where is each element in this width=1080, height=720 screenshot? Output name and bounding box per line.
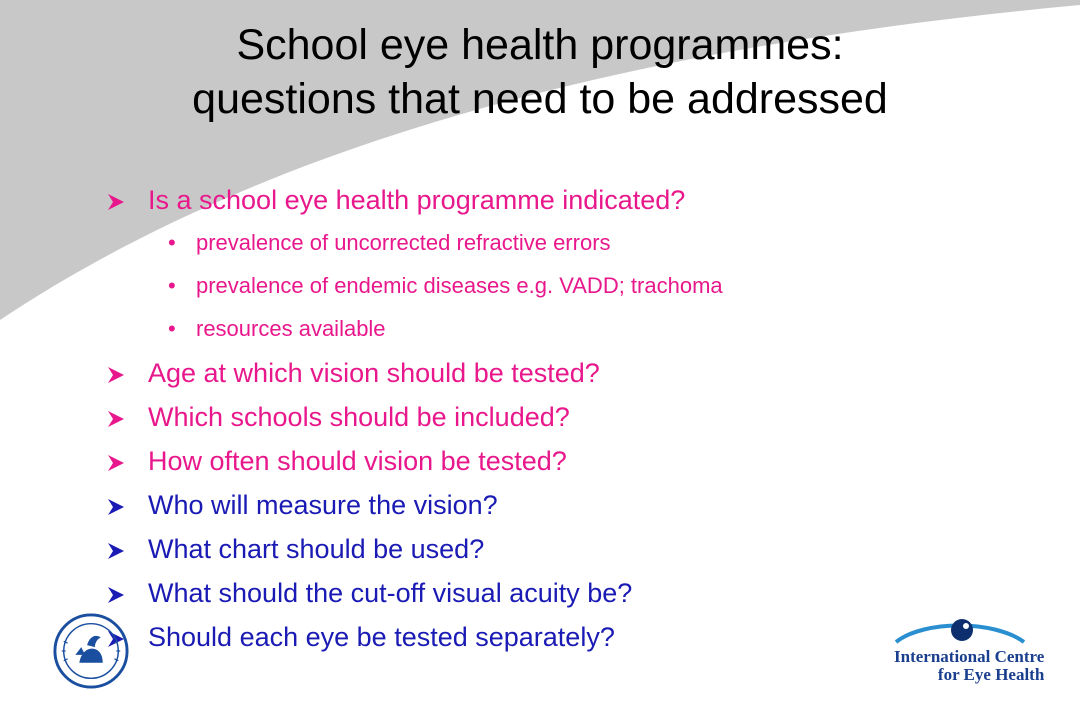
sub-bullet-icon: • bbox=[168, 273, 176, 298]
arrow-bullet-icon bbox=[104, 451, 128, 475]
arrow-bullet-icon bbox=[104, 583, 128, 607]
sub-bullet-icon: • bbox=[168, 230, 176, 255]
arrow-bullet-icon bbox=[104, 495, 128, 519]
question-item: Who will measure the vision? bbox=[148, 490, 498, 520]
school-seal-logo-icon bbox=[52, 612, 130, 690]
logo-text-line-2: for Eye Health bbox=[937, 665, 1045, 684]
logo-text-line-1: International Centre bbox=[894, 647, 1045, 666]
question-item: What should the cut-off visual acuity be? bbox=[148, 578, 633, 608]
sub-bullet-icon: • bbox=[168, 316, 176, 341]
question-item: Which schools should be included? bbox=[148, 402, 570, 432]
sub-item: resources available bbox=[196, 316, 386, 341]
arrow-bullet-icon bbox=[104, 407, 128, 431]
question-item: How often should vision be tested? bbox=[148, 446, 567, 476]
title-line-1: School eye health programmes: bbox=[236, 21, 844, 69]
title-line-2: questions that need to be addressed bbox=[192, 75, 888, 123]
arrow-bullet-icon bbox=[104, 190, 128, 214]
arrow-bullet-icon bbox=[104, 539, 128, 563]
question-item: What chart should be used? bbox=[148, 534, 485, 564]
iceh-logo-text bbox=[894, 648, 1044, 684]
question-item: Should each eye be tested separately? bbox=[148, 622, 615, 652]
question-item: Is a school eye health programme indicated? bbox=[148, 185, 686, 215]
question-item: Age at which vision should be tested? bbox=[148, 358, 600, 388]
arrow-bullet-icon bbox=[104, 363, 128, 387]
sub-item: prevalence of endemic diseases e.g. VADD; trachoma bbox=[196, 273, 723, 298]
sub-item: prevalence of uncorrected refractive errors bbox=[196, 230, 611, 255]
